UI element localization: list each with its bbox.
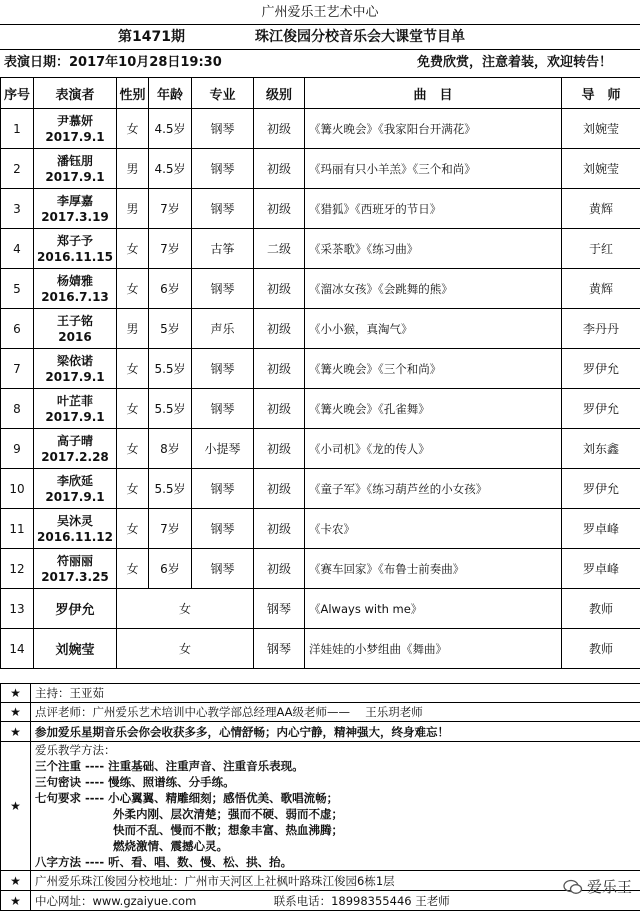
col-header: 序号 xyxy=(1,78,34,109)
teaching-method xyxy=(31,742,640,871)
performer-cell xyxy=(34,269,117,309)
performer-name: 李欣延 xyxy=(56,473,93,488)
host-line: 主持：王亚茹 xyxy=(31,684,640,703)
age-cell: 5岁 xyxy=(149,309,192,349)
teacher-cell: 黄辉 xyxy=(562,269,640,309)
performer-name: 刘婉莹 xyxy=(34,629,117,669)
level-cell: 初级 xyxy=(254,349,305,389)
age-cell: 5.5岁 xyxy=(149,469,192,509)
teacher-cell: 教师 xyxy=(562,629,640,669)
teacher-cell: 李丹丹 xyxy=(562,309,640,349)
table-row xyxy=(1,589,640,629)
songs-cell: 《卡农》 xyxy=(305,509,562,549)
songs-cell: 洋娃娃的小梦组曲《舞曲》 xyxy=(305,629,562,669)
major-cell: 钢琴 xyxy=(192,149,254,189)
major-cell: 钢琴 xyxy=(192,189,254,229)
songs-cell: 《篝火晚会》《孔雀舞》 xyxy=(305,389,562,429)
row-number: 3 xyxy=(1,189,34,229)
row-number: 2 xyxy=(1,149,34,189)
col-header: 表演者 xyxy=(34,78,117,109)
star-icon: ★ xyxy=(1,684,31,703)
performer-date: 2017.9.1 xyxy=(45,129,105,144)
col-header: 专业 xyxy=(192,78,254,109)
performer-name: 杨婧雅 xyxy=(56,273,93,288)
songs-cell: 《篝火晚会》《我家阳台开满花》 xyxy=(305,109,562,149)
age-cell: 7岁 xyxy=(149,189,192,229)
teacher-cell: 刘东鑫 xyxy=(562,429,640,469)
program-table xyxy=(0,77,640,669)
songs-cell: 《溜冰女孩》《会跳舞的熊》 xyxy=(305,269,562,309)
table-row xyxy=(1,269,640,309)
performer-date: 2017.9.1 xyxy=(45,409,105,424)
level-cell: 初级 xyxy=(254,389,305,429)
table-row xyxy=(1,629,640,669)
wechat-icon xyxy=(563,879,583,895)
performer-date: 2016.11.15 xyxy=(37,249,113,264)
age-cell: 5.5岁 xyxy=(149,349,192,389)
performer-name: 吴沐灵 xyxy=(56,513,93,528)
level-cell: 初级 xyxy=(254,149,305,189)
gender-cell: 女 xyxy=(117,389,149,429)
program-title: 珠江俊园分校音乐会大课堂节目单 xyxy=(255,29,465,45)
row-number: 12 xyxy=(1,549,34,589)
teacher-cell: 罗伊允 xyxy=(562,389,640,429)
performer-cell xyxy=(34,429,117,469)
row-number: 11 xyxy=(1,509,34,549)
star-icon: ★ xyxy=(1,742,31,871)
table-row xyxy=(1,229,640,269)
level-cell: 二级 xyxy=(254,229,305,269)
performer-cell xyxy=(34,189,117,229)
performer-name: 李厚嘉 xyxy=(56,193,93,208)
issue-number: 第1471期 xyxy=(118,29,185,45)
level-cell: 初级 xyxy=(254,429,305,469)
table-row xyxy=(1,549,640,589)
major-cell: 古筝 xyxy=(192,229,254,269)
level-cell: 初级 xyxy=(254,469,305,509)
performer-date: 2016.7.13 xyxy=(41,289,109,304)
age-cell: 5.5岁 xyxy=(149,389,192,429)
star-icon: ★ xyxy=(1,871,31,891)
performer-name: 梁依诺 xyxy=(56,353,93,368)
major-cell: 钢琴 xyxy=(254,589,305,629)
major-cell: 钢琴 xyxy=(192,509,254,549)
method-line: 八字方法 ---- 听、看、唱、数、慢、松、拱、抬。 xyxy=(35,855,293,869)
performer-date: 2017.3.25 xyxy=(41,569,109,584)
website-text: 中心网址：www.gzaiyue.com xyxy=(35,893,197,908)
level-cell: 初级 xyxy=(254,509,305,549)
slogan-line: 参加爱乐星期音乐会你会收获多多，心情舒畅；内心宁静，精神强大，终身难忘！ xyxy=(31,722,640,742)
performer-name: 潘钰朋 xyxy=(56,153,93,168)
level-cell: 初级 xyxy=(254,309,305,349)
teacher-cell: 罗伊允 xyxy=(562,349,640,389)
row-number: 10 xyxy=(1,469,34,509)
table-row xyxy=(1,389,640,429)
performer-date: 2016.11.12 xyxy=(37,529,113,544)
gender-cell: 女 xyxy=(117,469,149,509)
major-cell: 钢琴 xyxy=(192,349,254,389)
gender-cell: 女 xyxy=(117,509,149,549)
watermark-text: 爱乐王 xyxy=(586,878,632,896)
gender-cell: 男 xyxy=(117,309,149,349)
method-line: 快而不乱、慢而不散；想象丰富、热血沸腾； xyxy=(113,823,343,837)
age-cell: 8岁 xyxy=(149,429,192,469)
songs-cell: 《篝火晚会》《三个和尚》 xyxy=(305,349,562,389)
col-header: 级别 xyxy=(254,78,305,109)
songs-cell: 《玛丽有只小羊羔》《三个和尚》 xyxy=(305,149,562,189)
row-number: 7 xyxy=(1,349,34,389)
table-row xyxy=(1,469,640,509)
gender-cell: 女 xyxy=(117,109,149,149)
performer-name: 罗伊允 xyxy=(34,589,117,629)
notice-text: 免费欣赏，注意着装，欢迎转告！ xyxy=(416,55,612,70)
performance-date: 表演日期：2017年10月28日19:30 xyxy=(4,55,222,70)
contact-line xyxy=(31,891,640,911)
performer-cell xyxy=(34,309,117,349)
reviewer-line: 点评老师：广州爱乐艺术培训中心教学部总经理AA级老师—— 王乐玥老师 xyxy=(31,703,640,722)
performer-cell xyxy=(34,109,117,149)
row-number: 9 xyxy=(1,429,34,469)
performer-name: 尹慕妍 xyxy=(56,113,93,128)
row-number: 5 xyxy=(1,269,34,309)
row-number: 14 xyxy=(1,629,34,669)
performer-date: 2017.9.1 xyxy=(45,169,105,184)
major-cell: 钢琴 xyxy=(192,109,254,149)
star-icon: ★ xyxy=(1,722,31,742)
row-number: 6 xyxy=(1,309,34,349)
performer-date: 2017.3.19 xyxy=(41,209,109,224)
age-cell: 4.5岁 xyxy=(149,149,192,189)
gender-cell: 男 xyxy=(117,189,149,229)
row-number: 8 xyxy=(1,389,34,429)
songs-cell: 《赛车回家》《布鲁士前奏曲》 xyxy=(305,549,562,589)
method-line: 燃烧激情、震撼心灵。 xyxy=(113,839,228,853)
major-cell: 钢琴 xyxy=(192,469,254,509)
performer-cell xyxy=(34,509,117,549)
gender-cell: 男 xyxy=(117,149,149,189)
performer-date: 2017.9.1 xyxy=(45,369,105,384)
major-cell: 钢琴 xyxy=(192,549,254,589)
age-cell: 7岁 xyxy=(149,229,192,269)
teacher-cell: 教师 xyxy=(562,589,640,629)
songs-cell: 《猎狐》《西班牙的节日》 xyxy=(305,189,562,229)
teacher-cell: 刘婉莹 xyxy=(562,109,640,149)
table-row xyxy=(1,349,640,389)
performer-name: 王子铭 xyxy=(56,313,93,328)
star-icon: ★ xyxy=(1,703,31,722)
watermark xyxy=(563,876,632,897)
table-row xyxy=(1,189,640,229)
gender-cell: 女 xyxy=(117,589,254,629)
performer-name: 叶芷菲 xyxy=(56,393,93,408)
performer-cell xyxy=(34,349,117,389)
gender-cell: 女 xyxy=(117,429,149,469)
gender-cell: 女 xyxy=(117,269,149,309)
footer-table xyxy=(0,683,640,911)
age-cell: 7岁 xyxy=(149,509,192,549)
teacher-cell: 罗卓峰 xyxy=(562,549,640,589)
songs-cell: 《小小猴，真淘气》 xyxy=(305,309,562,349)
address-line: 广州爱乐珠江俊园分校地址：广州市天河区上社枫叶路珠江俊园6栋1层 xyxy=(31,871,640,891)
performer-date: 2016 xyxy=(58,329,92,344)
table-row xyxy=(1,429,640,469)
performer-cell xyxy=(34,389,117,429)
performer-cell xyxy=(34,469,117,509)
songs-cell: 《Always with me》 xyxy=(305,589,562,629)
info-row xyxy=(0,51,640,75)
row-number: 1 xyxy=(1,109,34,149)
major-cell: 钢琴 xyxy=(254,629,305,669)
col-header: 导 师 xyxy=(562,78,640,109)
method-line: 外柔内刚、层次清楚；强而不硬、弱而不虚； xyxy=(113,807,343,821)
teacher-cell: 罗卓峰 xyxy=(562,509,640,549)
gender-cell: 女 xyxy=(117,349,149,389)
method-title: 爱乐教学方法： xyxy=(35,743,116,757)
org-name: 广州爱乐王艺术中心 xyxy=(261,5,379,20)
teacher-cell: 于红 xyxy=(562,229,640,269)
songs-cell: 《小司机》《龙的传人》 xyxy=(305,429,562,469)
performer-name: 高子晴 xyxy=(56,433,93,448)
gender-cell: 女 xyxy=(117,229,149,269)
performer-name: 郑子予 xyxy=(56,233,93,248)
performer-date: 2017.2.28 xyxy=(41,449,109,464)
method-line: 三句密诀 ---- 慢练、照谱练、分手练。 xyxy=(35,775,235,789)
major-cell: 声乐 xyxy=(192,309,254,349)
teacher-cell: 刘婉莹 xyxy=(562,149,640,189)
age-cell: 6岁 xyxy=(149,549,192,589)
table-row xyxy=(1,109,640,149)
performer-cell xyxy=(34,229,117,269)
age-cell: 4.5岁 xyxy=(149,109,192,149)
gender-cell: 女 xyxy=(117,549,149,589)
level-cell: 初级 xyxy=(254,109,305,149)
songs-cell: 《童子军》《练习葫芦丝的小女孩》 xyxy=(305,469,562,509)
col-header: 年龄 xyxy=(149,78,192,109)
age-cell: 6岁 xyxy=(149,269,192,309)
performer-cell xyxy=(34,549,117,589)
gender-cell: 女 xyxy=(117,629,254,669)
performer-cell xyxy=(34,149,117,189)
star-icon: ★ xyxy=(1,891,31,911)
level-cell: 初级 xyxy=(254,549,305,589)
title-bar xyxy=(0,24,640,50)
major-cell: 小提琴 xyxy=(192,429,254,469)
major-cell: 钢琴 xyxy=(192,389,254,429)
row-number: 13 xyxy=(1,589,34,629)
level-cell: 初级 xyxy=(254,189,305,229)
table-header-row xyxy=(1,78,640,109)
method-line: 三个注重 ---- 注重基础、注重声音、注重音乐表现。 xyxy=(35,759,304,773)
major-cell: 钢琴 xyxy=(192,269,254,309)
songs-cell: 《采茶歌》《练习曲》 xyxy=(305,229,562,269)
method-line: 七句要求 ---- 小心翼翼、精雕细刻；感悟优美、歌唱流畅； xyxy=(35,791,339,805)
phone-text: 联系电话：18998355446 王老师 xyxy=(273,893,450,908)
row-number: 4 xyxy=(1,229,34,269)
table-row xyxy=(1,509,640,549)
level-cell: 初级 xyxy=(254,269,305,309)
table-row xyxy=(1,149,640,189)
performer-name: 符丽丽 xyxy=(56,553,93,568)
col-header: 曲 目 xyxy=(305,78,562,109)
performer-date: 2017.9.1 xyxy=(45,489,105,504)
teacher-cell: 罗伊允 xyxy=(562,469,640,509)
table-row xyxy=(1,309,640,349)
col-header: 性别 xyxy=(117,78,149,109)
teacher-cell: 黄辉 xyxy=(562,189,640,229)
